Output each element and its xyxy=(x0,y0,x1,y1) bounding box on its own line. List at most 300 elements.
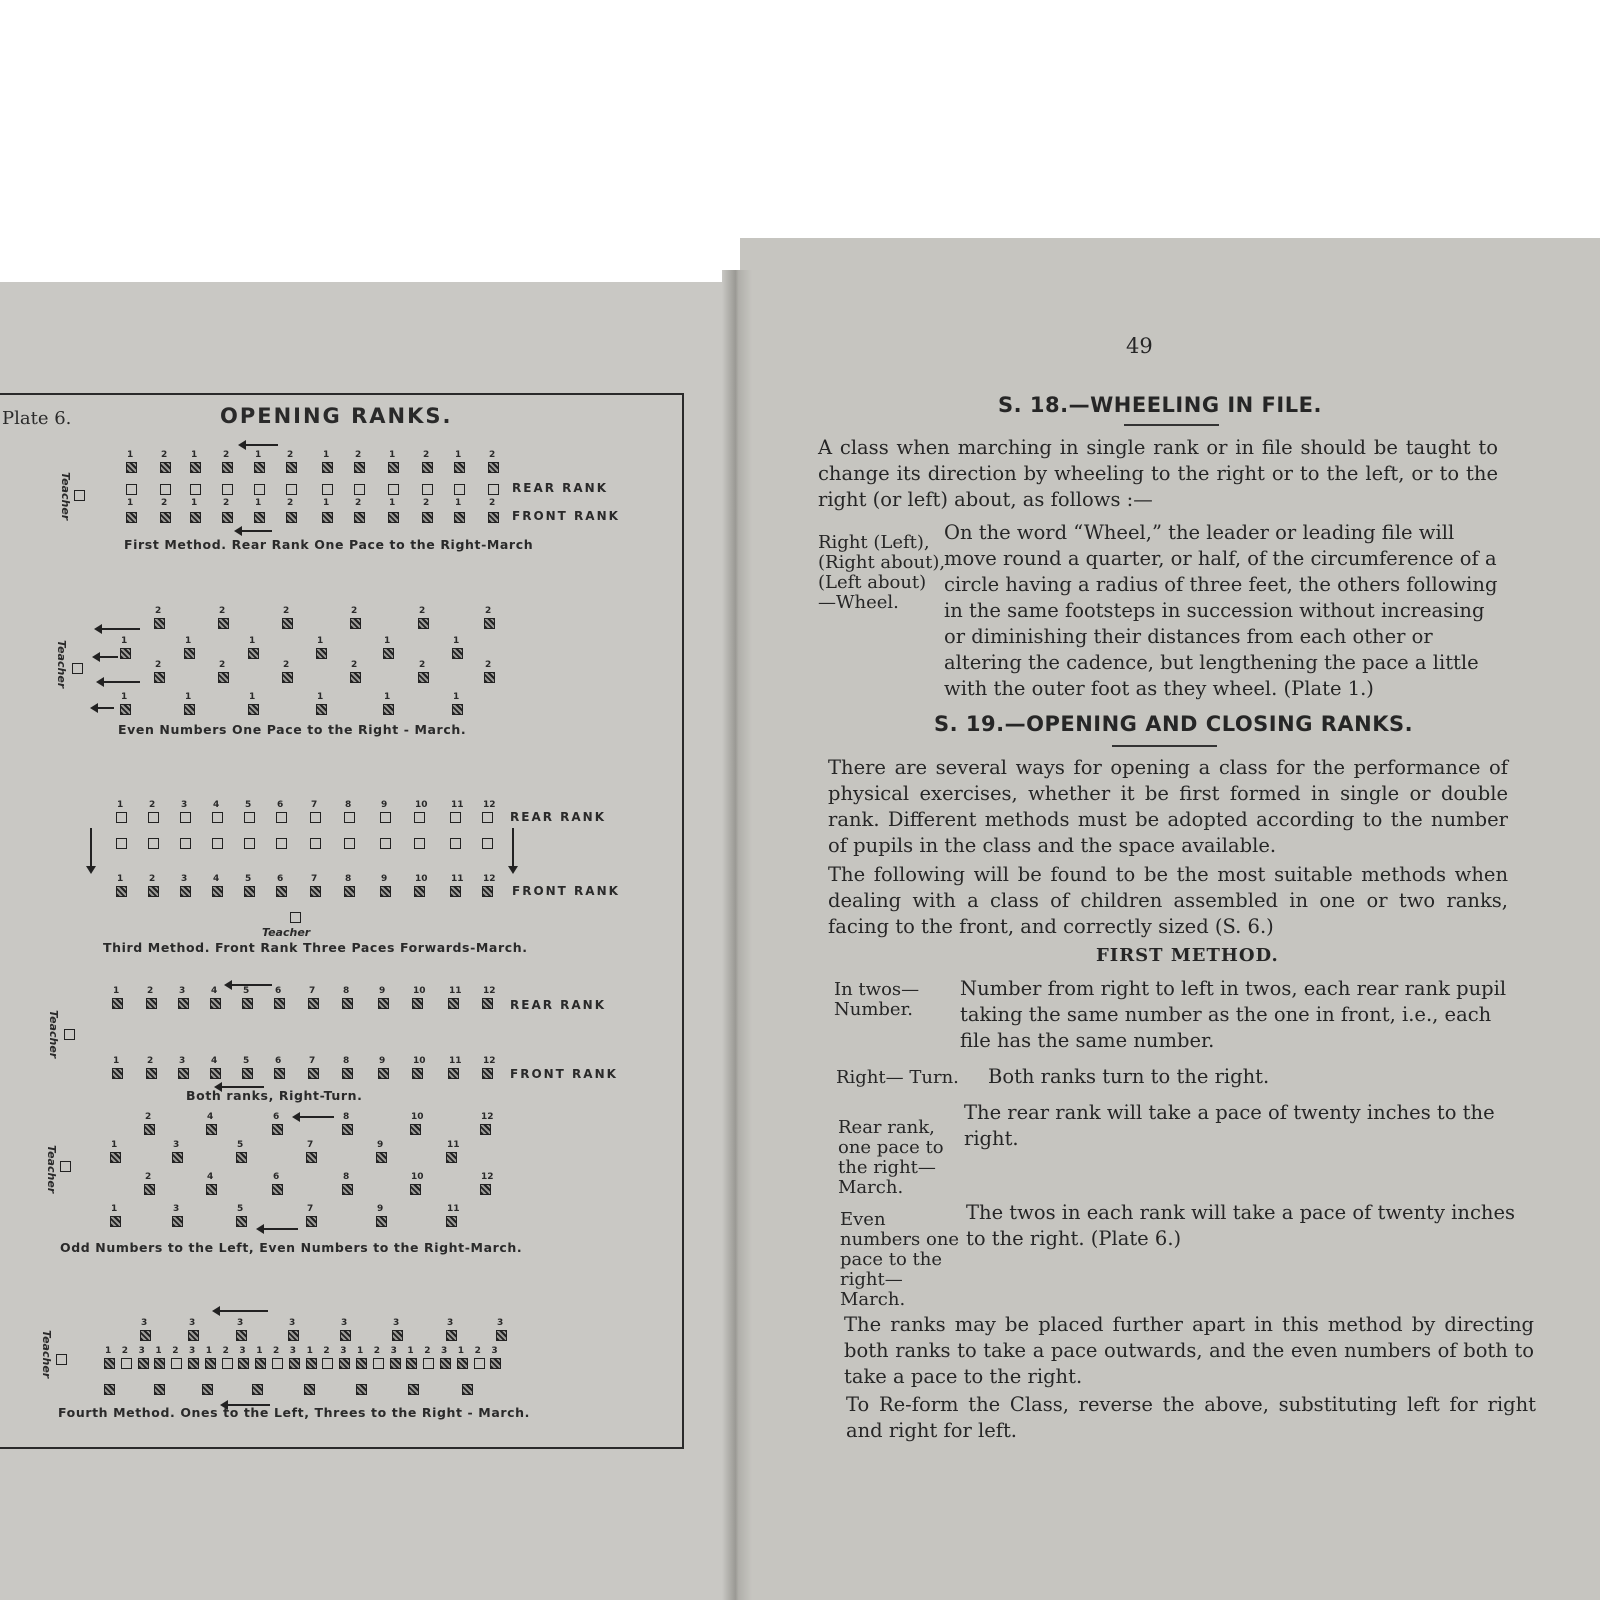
s19-heading: S. 19.—OPENING AND CLOSING RANKS. xyxy=(934,712,1414,736)
pupil-square xyxy=(236,1216,247,1227)
pupil-square xyxy=(116,838,127,849)
pupil-square xyxy=(354,462,365,473)
left-arrow xyxy=(214,1310,268,1312)
pupil-square xyxy=(378,998,389,1009)
file-number: 3 xyxy=(141,1318,148,1328)
pupil-square xyxy=(350,672,361,683)
book-gutter xyxy=(722,270,752,1600)
pupil-square xyxy=(482,998,493,1009)
file-number: 2 xyxy=(172,1346,179,1356)
teacher-label-6: Teacher xyxy=(40,1330,53,1379)
pupil-square xyxy=(344,838,355,849)
pupil-square xyxy=(322,462,333,473)
pupil-square xyxy=(342,1068,353,1079)
pupil-square xyxy=(184,648,195,659)
pupil-square xyxy=(236,1152,247,1163)
file-number: 6 xyxy=(275,1056,282,1066)
pupil-square xyxy=(238,1358,249,1369)
pupil-square xyxy=(392,1330,403,1341)
caption-odd-even: Odd Numbers to the Left, Even Numbers to the Right-March. xyxy=(60,1240,523,1255)
file-number: 2 xyxy=(222,1346,229,1356)
pupil-square xyxy=(146,998,157,1009)
pupil-square xyxy=(344,812,355,823)
pupil-square xyxy=(242,998,253,1009)
pupil-square xyxy=(376,1152,387,1163)
pupil-square xyxy=(160,484,171,495)
pupil-square xyxy=(380,886,391,897)
left-arrow xyxy=(294,1116,334,1118)
teacher-square xyxy=(64,1029,75,1040)
rear-rank-label-4: REAR RANK xyxy=(510,998,607,1012)
pupil-square xyxy=(236,1330,247,1341)
file-number: 1 xyxy=(389,498,396,508)
file-number: 2 xyxy=(424,1346,431,1356)
pupil-square xyxy=(255,1358,266,1369)
pupil-square xyxy=(154,1358,165,1369)
pupil-square xyxy=(484,618,495,629)
pupil-square xyxy=(210,998,221,1009)
file-number: 10 xyxy=(415,800,428,810)
left-arrow xyxy=(98,681,140,683)
file-number: 9 xyxy=(379,986,386,996)
file-number: 1 xyxy=(249,692,256,702)
plate-label: Plate 6. xyxy=(2,408,72,429)
pupil-square xyxy=(104,1384,115,1395)
s18-body: On the word “Wheel,” the leader or leading file will move round a quarter, or half, of the circumference of a circle having a radius of three feet, the others following in the same footsteps in succession without increasing or diminishing their distances from each other or altering the cadence, but lengthening the pace a little with the outer foot as they wheel. (Plate 1.) xyxy=(944,521,1498,700)
file-number: 3 xyxy=(173,1140,180,1150)
pupil-square xyxy=(116,886,127,897)
teacher-label-5: Teacher xyxy=(45,1145,58,1194)
teacher-label-2: Teacher xyxy=(55,640,68,689)
pupil-square xyxy=(110,1216,121,1227)
pupil-square xyxy=(316,648,327,659)
left-arrow xyxy=(236,530,272,532)
pupil-square xyxy=(450,812,461,823)
pupil-square xyxy=(254,484,265,495)
pupil-square xyxy=(480,1184,491,1195)
file-number: 1 xyxy=(111,1140,118,1150)
file-number: 2 xyxy=(149,800,156,810)
pupil-square xyxy=(480,1124,491,1135)
file-number: 3 xyxy=(341,1318,348,1328)
file-number: 1 xyxy=(113,1056,120,1066)
pupil-square xyxy=(212,812,223,823)
pupil-square xyxy=(286,484,297,495)
pupil-square xyxy=(222,1358,233,1369)
file-number: 2 xyxy=(489,450,496,460)
pupil-square xyxy=(190,462,201,473)
pupil-square xyxy=(180,838,191,849)
first-method-heading: FIRST METHOD. xyxy=(1096,945,1279,966)
file-number: 1 xyxy=(256,1346,263,1356)
file-number: 1 xyxy=(255,450,262,460)
pupil-square xyxy=(482,838,493,849)
pupil-square xyxy=(184,704,195,715)
teacher-label-4: Teacher xyxy=(47,1010,60,1059)
pupil-square xyxy=(144,1184,155,1195)
file-number: 2 xyxy=(223,450,230,460)
pupil-square xyxy=(376,1216,387,1227)
pupil-square xyxy=(160,462,171,473)
file-number: 3 xyxy=(447,1318,454,1328)
file-number: 1 xyxy=(389,450,396,460)
step-2-body: Both ranks turn to the right. xyxy=(988,1065,1270,1088)
file-number: 1 xyxy=(255,498,262,508)
file-number: 1 xyxy=(407,1346,414,1356)
pupil-square xyxy=(180,812,191,823)
pupil-square xyxy=(206,1124,217,1135)
file-number: 1 xyxy=(127,450,134,460)
pupil-square xyxy=(282,672,293,683)
pupil-square xyxy=(457,1358,468,1369)
file-number: 3 xyxy=(189,1318,196,1328)
file-number: 1 xyxy=(185,636,192,646)
file-number: 2 xyxy=(323,1346,330,1356)
pupil-square xyxy=(104,1358,115,1369)
file-number: 4 xyxy=(211,986,218,996)
file-number: 9 xyxy=(381,800,388,810)
file-number: 7 xyxy=(307,1204,314,1214)
pupil-square xyxy=(446,1152,457,1163)
pupil-square xyxy=(388,484,399,495)
file-number: 5 xyxy=(243,986,250,996)
pupil-square xyxy=(272,1184,283,1195)
file-number: 12 xyxy=(483,874,496,884)
file-number: 11 xyxy=(447,1140,460,1150)
file-number: 6 xyxy=(277,874,284,884)
pupil-square xyxy=(342,1124,353,1135)
file-number: 11 xyxy=(449,1056,462,1066)
file-number: 12 xyxy=(481,1112,494,1122)
file-number: 1 xyxy=(185,692,192,702)
s18-side-note: Right (Left), (Right about), (Left about) —Wheel. xyxy=(818,532,946,613)
file-number: 2 xyxy=(147,1056,154,1066)
pupil-square xyxy=(422,484,433,495)
file-number: 3 xyxy=(237,1318,244,1328)
pupil-square xyxy=(454,512,465,523)
pupil-square xyxy=(172,1152,183,1163)
file-number: 1 xyxy=(117,874,124,884)
pupil-square xyxy=(160,512,171,523)
file-number: 3 xyxy=(441,1346,448,1356)
file-number: 3 xyxy=(393,1318,400,1328)
pupil-square xyxy=(448,1068,459,1079)
pupil-square xyxy=(450,886,461,897)
pupil-square xyxy=(276,812,287,823)
pupil-square xyxy=(252,1384,263,1395)
step-3-body: The rear rank will take a pace of twenty inches to the right. xyxy=(964,1101,1495,1150)
pupil-square xyxy=(272,1358,283,1369)
pupil-square xyxy=(218,618,229,629)
file-number: 2 xyxy=(219,660,226,670)
file-number: 3 xyxy=(491,1346,498,1356)
file-number: 9 xyxy=(379,1056,386,1066)
pupil-square xyxy=(206,1184,217,1195)
pupil-square xyxy=(112,998,123,1009)
pupil-square xyxy=(222,462,233,473)
file-number: 7 xyxy=(309,986,316,996)
file-number: 1 xyxy=(105,1346,112,1356)
pupil-square xyxy=(274,998,285,1009)
file-number: 2 xyxy=(355,450,362,460)
file-number: 1 xyxy=(317,636,324,646)
file-number: 1 xyxy=(113,986,120,996)
pupil-square xyxy=(210,1068,221,1079)
file-number: 1 xyxy=(323,450,330,460)
file-number: 12 xyxy=(483,986,496,996)
file-number: 1 xyxy=(457,1346,465,1356)
file-number: 1 xyxy=(191,498,198,508)
pupil-square xyxy=(212,886,223,897)
s19-para2: The following will be found to be the most suitable methods when dealing with a class of children assembled in one or two ranks, facing to the front, and correctly sized (S. 6.) xyxy=(828,863,1508,938)
s18-heading: S. 18.—WHEELING IN FILE. xyxy=(998,393,1322,417)
pupil-square xyxy=(310,886,321,897)
pupil-square xyxy=(414,886,425,897)
pupil-square xyxy=(188,1358,199,1369)
pupil-square xyxy=(178,1068,189,1079)
pupil-square xyxy=(306,1216,317,1227)
file-number: 5 xyxy=(237,1204,244,1214)
file-number: 5 xyxy=(237,1140,244,1150)
file-number: 2 xyxy=(287,498,294,508)
pupil-square xyxy=(110,1152,121,1163)
file-number: 5 xyxy=(245,800,252,810)
file-number: 1 xyxy=(111,1204,118,1214)
pupil-square xyxy=(172,1216,183,1227)
rear-rank-label-3: REAR RANK xyxy=(510,810,607,824)
file-number: 1 xyxy=(121,636,128,646)
pupil-square xyxy=(383,704,394,715)
pupil-square xyxy=(222,484,233,495)
file-number: 2 xyxy=(423,450,430,460)
file-number: 2 xyxy=(223,498,230,508)
pupil-square xyxy=(410,1124,421,1135)
pupil-square xyxy=(121,1358,132,1369)
pupil-square xyxy=(304,1384,315,1395)
pupil-square xyxy=(474,1358,485,1369)
file-number: 11 xyxy=(451,800,464,810)
teacher-square xyxy=(56,1354,67,1365)
file-number: 1 xyxy=(155,1346,162,1356)
pupil-square xyxy=(188,1330,199,1341)
caption-fourth-method: Fourth Method. Ones to the Left, Threes to the Right - March. xyxy=(58,1405,530,1420)
pupil-square xyxy=(308,998,319,1009)
pupil-square xyxy=(171,1358,182,1369)
pupil-square xyxy=(154,672,165,683)
file-number: 4 xyxy=(207,1112,214,1122)
caption-both-ranks: Both ranks, Right-Turn. xyxy=(186,1088,363,1103)
file-number: 3 xyxy=(340,1346,347,1356)
pupil-square xyxy=(310,838,321,849)
pupil-square xyxy=(488,484,499,495)
file-number: 2 xyxy=(373,1346,381,1356)
file-number: 1 xyxy=(306,1346,313,1356)
pupil-square xyxy=(356,1358,367,1369)
pupil-square xyxy=(120,704,131,715)
pupil-square xyxy=(306,1358,317,1369)
file-number: 2 xyxy=(121,1346,129,1356)
pupil-square xyxy=(218,672,229,683)
pupil-square xyxy=(418,618,429,629)
s18-rule xyxy=(1124,424,1219,426)
left-arrow xyxy=(96,628,140,630)
pupil-square xyxy=(356,1384,367,1395)
pupil-square xyxy=(254,512,265,523)
pupil-square xyxy=(350,618,361,629)
file-number: 11 xyxy=(451,874,464,884)
pupil-square xyxy=(222,512,233,523)
file-number: 6 xyxy=(273,1112,280,1122)
pupil-square xyxy=(446,1330,457,1341)
file-number: 7 xyxy=(307,1140,314,1150)
pupil-square xyxy=(274,1068,285,1079)
pupil-square xyxy=(242,1068,253,1079)
file-number: 3 xyxy=(239,1346,246,1356)
file-number: 2 xyxy=(155,606,162,616)
file-number: 1 xyxy=(455,450,462,460)
file-number: 1 xyxy=(121,692,128,702)
page-number: 49 xyxy=(1126,334,1153,358)
pupil-square xyxy=(322,512,333,523)
file-number: 8 xyxy=(345,800,352,810)
file-number: 4 xyxy=(213,800,220,810)
file-number: 10 xyxy=(415,874,428,884)
file-number: 3 xyxy=(189,1346,196,1356)
front-rank-label-4: FRONT RANK xyxy=(510,1067,618,1081)
pupil-square xyxy=(112,1068,123,1079)
file-number: 2 xyxy=(489,498,496,508)
rear-rank-label-1: REAR RANK xyxy=(512,481,609,495)
file-number: 2 xyxy=(485,660,492,670)
pupil-square xyxy=(190,484,201,495)
file-number: 3 xyxy=(179,1056,186,1066)
file-number: 8 xyxy=(343,1056,350,1066)
file-number: 12 xyxy=(483,1056,496,1066)
pupil-square xyxy=(308,1068,319,1079)
front-rank-label-1: FRONT RANK xyxy=(512,509,620,523)
pupil-square xyxy=(452,704,463,715)
file-number: 2 xyxy=(351,606,358,616)
pupil-square xyxy=(380,838,391,849)
file-number: 1 xyxy=(357,1346,364,1356)
pupil-square xyxy=(248,704,259,715)
teacher-square xyxy=(74,490,85,501)
pupil-square xyxy=(482,812,493,823)
pupil-square xyxy=(322,484,333,495)
pupil-square xyxy=(306,1152,317,1163)
pupil-square xyxy=(180,886,191,897)
file-number: 1 xyxy=(117,800,124,810)
file-number: 10 xyxy=(413,986,426,996)
file-number: 4 xyxy=(213,874,220,884)
pupil-square xyxy=(126,512,137,523)
pupil-square xyxy=(289,1358,300,1369)
file-number: 2 xyxy=(474,1346,481,1356)
step-4-side: Even numbers one pace to the right— March. xyxy=(840,1209,960,1310)
pupil-square xyxy=(378,1068,389,1079)
file-number: 1 xyxy=(191,450,198,460)
file-number: 1 xyxy=(323,498,330,508)
pupil-square xyxy=(380,812,391,823)
left-arrow xyxy=(94,656,118,658)
pupil-square xyxy=(454,462,465,473)
pupil-square xyxy=(496,1330,507,1341)
pupil-square xyxy=(202,1384,213,1395)
closing-para2: To Re-form the Class, reverse the above, substituting left for right and right for left. xyxy=(846,1393,1536,1442)
pupil-square xyxy=(354,512,365,523)
pupil-square xyxy=(414,812,425,823)
file-number: 3 xyxy=(138,1346,145,1356)
file-number: 8 xyxy=(343,986,350,996)
file-number: 3 xyxy=(289,1318,296,1328)
pupil-square xyxy=(488,512,499,523)
down-arrow xyxy=(90,828,92,868)
pupil-square xyxy=(310,812,321,823)
plate-title: OPENING RANKS. xyxy=(220,404,453,428)
pupil-square xyxy=(383,648,394,659)
pupil-square xyxy=(138,1358,149,1369)
file-number: 6 xyxy=(273,1172,280,1182)
pupil-square xyxy=(148,838,159,849)
file-number: 2 xyxy=(287,450,294,460)
pupil-square xyxy=(488,462,499,473)
pupil-square xyxy=(408,1384,419,1395)
front-rank-label-3: FRONT RANK xyxy=(512,884,620,898)
file-number: 3 xyxy=(390,1346,397,1356)
file-number: 3 xyxy=(173,1204,180,1214)
pupil-square xyxy=(422,462,433,473)
file-number: 8 xyxy=(345,874,352,884)
pupil-square xyxy=(450,838,461,849)
pupil-square xyxy=(212,838,223,849)
pupil-square xyxy=(316,704,327,715)
pupil-square xyxy=(282,618,293,629)
file-number: 11 xyxy=(447,1204,460,1214)
teacher-square xyxy=(290,912,301,923)
pupil-square xyxy=(484,672,495,683)
pupil-square xyxy=(205,1358,216,1369)
pupil-square xyxy=(276,838,287,849)
pupil-square xyxy=(116,812,127,823)
pupil-square xyxy=(126,484,137,495)
file-number: 5 xyxy=(243,1056,250,1066)
pupil-square xyxy=(254,462,265,473)
file-number: 6 xyxy=(275,986,282,996)
step-1-body: Number from right to left in twos, each rear rank pupil taking the same number as the one in front, i.e., each file has the same number. xyxy=(960,977,1507,1052)
s19-rule xyxy=(1112,745,1217,747)
file-number: 1 xyxy=(453,636,460,646)
file-number: 12 xyxy=(483,800,496,810)
file-number: 4 xyxy=(207,1172,214,1182)
pupil-square xyxy=(286,512,297,523)
file-number: 4 xyxy=(211,1056,218,1066)
pupil-square xyxy=(342,1184,353,1195)
pupil-square xyxy=(342,998,353,1009)
pupil-square xyxy=(388,512,399,523)
pupil-square xyxy=(339,1358,350,1369)
caption-third-method: Third Method. Front Rank Three Paces Forwards-March. xyxy=(103,940,528,955)
file-number: 2 xyxy=(219,606,226,616)
file-number: 2 xyxy=(283,606,290,616)
left-arrow xyxy=(92,707,114,709)
down-arrow xyxy=(512,828,514,868)
file-number: 2 xyxy=(283,660,290,670)
left-arrow xyxy=(258,1228,298,1230)
pupil-square xyxy=(120,648,131,659)
file-number: 7 xyxy=(311,800,318,810)
pupil-square xyxy=(288,1330,299,1341)
pupil-square xyxy=(422,512,433,523)
